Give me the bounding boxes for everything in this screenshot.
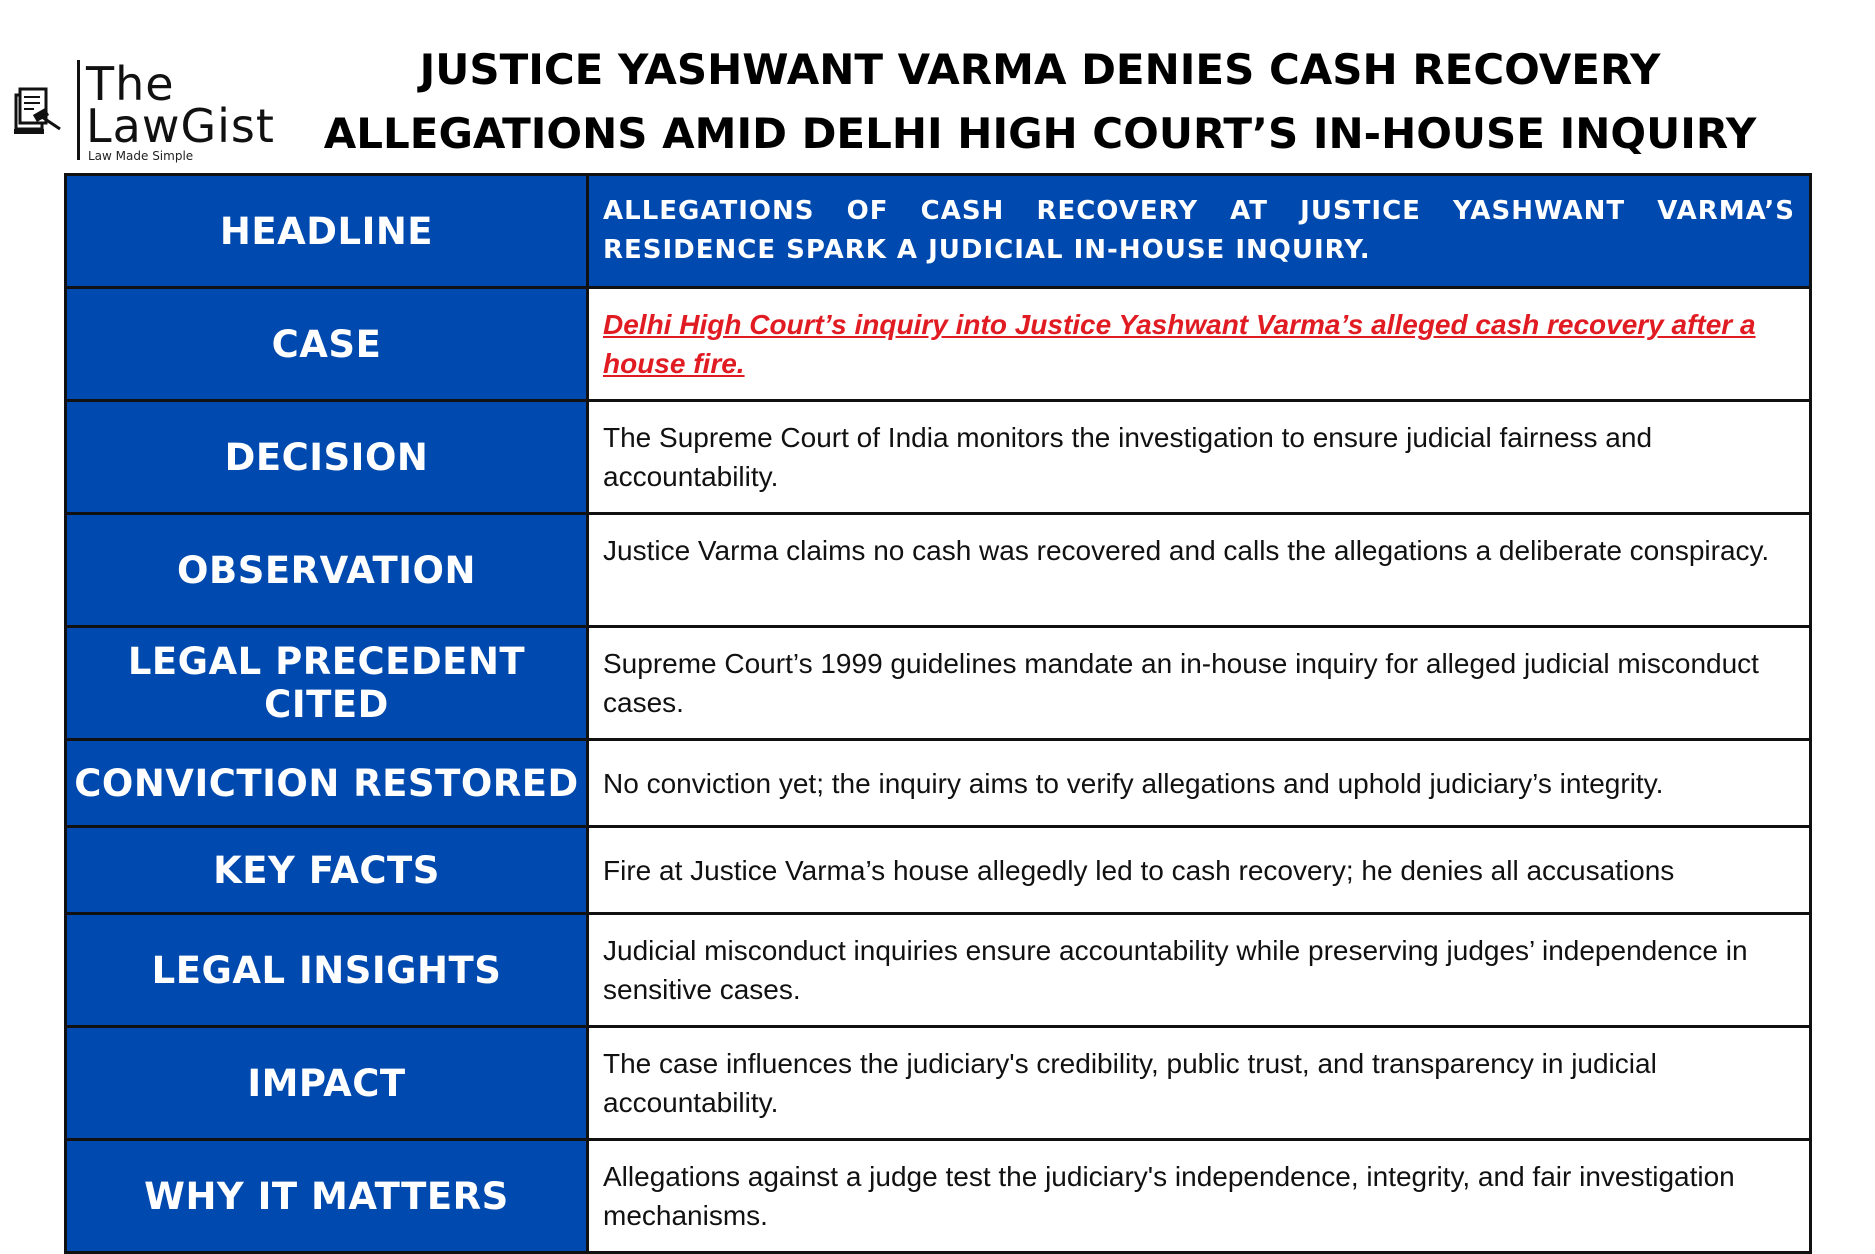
summary-table	[64, 173, 1812, 1254]
logo-wordmark-line2: LawGist	[86, 99, 275, 153]
row-value: Justice Varma claims no cash was recovered and calls the allegations a deliberate conspiracy.	[588, 514, 1811, 627]
brand-logo	[12, 55, 282, 165]
row-label: CASE	[66, 288, 588, 401]
row-label: OBSERVATION	[66, 514, 588, 627]
courthouse-gavel-icon	[12, 85, 64, 137]
row-value: The case influences the judiciary's credibility, public trust, and transparency in judicial accountability.	[588, 1027, 1811, 1140]
row-value: Supreme Court’s 1999 guidelines mandate an in-house inquiry for alleged judicial misconduct cases.	[588, 627, 1811, 740]
logo-wordmark-line1: The	[86, 57, 175, 111]
table-row-legal-insights	[66, 914, 1811, 1027]
table-row-conviction	[66, 740, 1811, 827]
page-title-line2: ALLEGATIONS AMID DELHI HIGH COURT’S IN-HOUSE INQUIRY	[323, 109, 1757, 158]
row-value: The Supreme Court of India monitors the investigation to ensure judicial fairness and accountability.	[588, 401, 1811, 514]
table-row-impact	[66, 1027, 1811, 1140]
row-value: No conviction yet; the inquiry aims to verify allegations and uphold judiciary’s integrity.	[588, 740, 1811, 827]
row-value: ALLEGATIONS OF CASH RECOVERY AT JUSTICE YASHWANT VARMA’S RESIDENCE SPARK A JUDICIAL IN-HOUSE INQUIRY.	[588, 175, 1811, 288]
page-title-line1: JUSTICE YASHWANT VARMA DENIES CASH RECOVERY	[419, 45, 1661, 94]
row-label: KEY FACTS	[66, 827, 588, 914]
table-row-legal-precedent	[66, 627, 1811, 740]
row-value: Fire at Justice Varma’s house allegedly led to cash recovery; he denies all accusations	[588, 827, 1811, 914]
row-label: LEGAL PRECEDENT CITED	[66, 627, 588, 740]
row-label: WHY IT MATTERS	[66, 1140, 588, 1253]
row-label: DECISION	[66, 401, 588, 514]
table-row-headline	[66, 175, 1811, 288]
table-row-case	[66, 288, 1811, 401]
row-label: LEGAL INSIGHTS	[66, 914, 588, 1027]
table-row-decision	[66, 401, 1811, 514]
row-value: Judicial misconduct inquiries ensure accountability while preserving judges’ independence in sensitive cases.	[588, 914, 1811, 1027]
row-value: Allegations against a judge test the judiciary's independence, integrity, and fair investigation mechanisms.	[588, 1140, 1811, 1253]
row-label: CONVICTION RESTORED	[66, 740, 588, 827]
page-title	[320, 38, 1760, 166]
table-row-key-facts	[66, 827, 1811, 914]
row-label: HEADLINE	[66, 175, 588, 288]
case-link[interactable]: Delhi High Court’s inquiry into Justice Yashwant Varma’s alleged cash recovery after a house fire.	[588, 288, 1811, 401]
logo-tagline: Law Made Simple	[88, 149, 194, 163]
table-row-why-it-matters	[66, 1140, 1811, 1253]
row-label: IMPACT	[66, 1027, 588, 1140]
logo-divider	[77, 60, 80, 160]
table-row-observation	[66, 514, 1811, 627]
